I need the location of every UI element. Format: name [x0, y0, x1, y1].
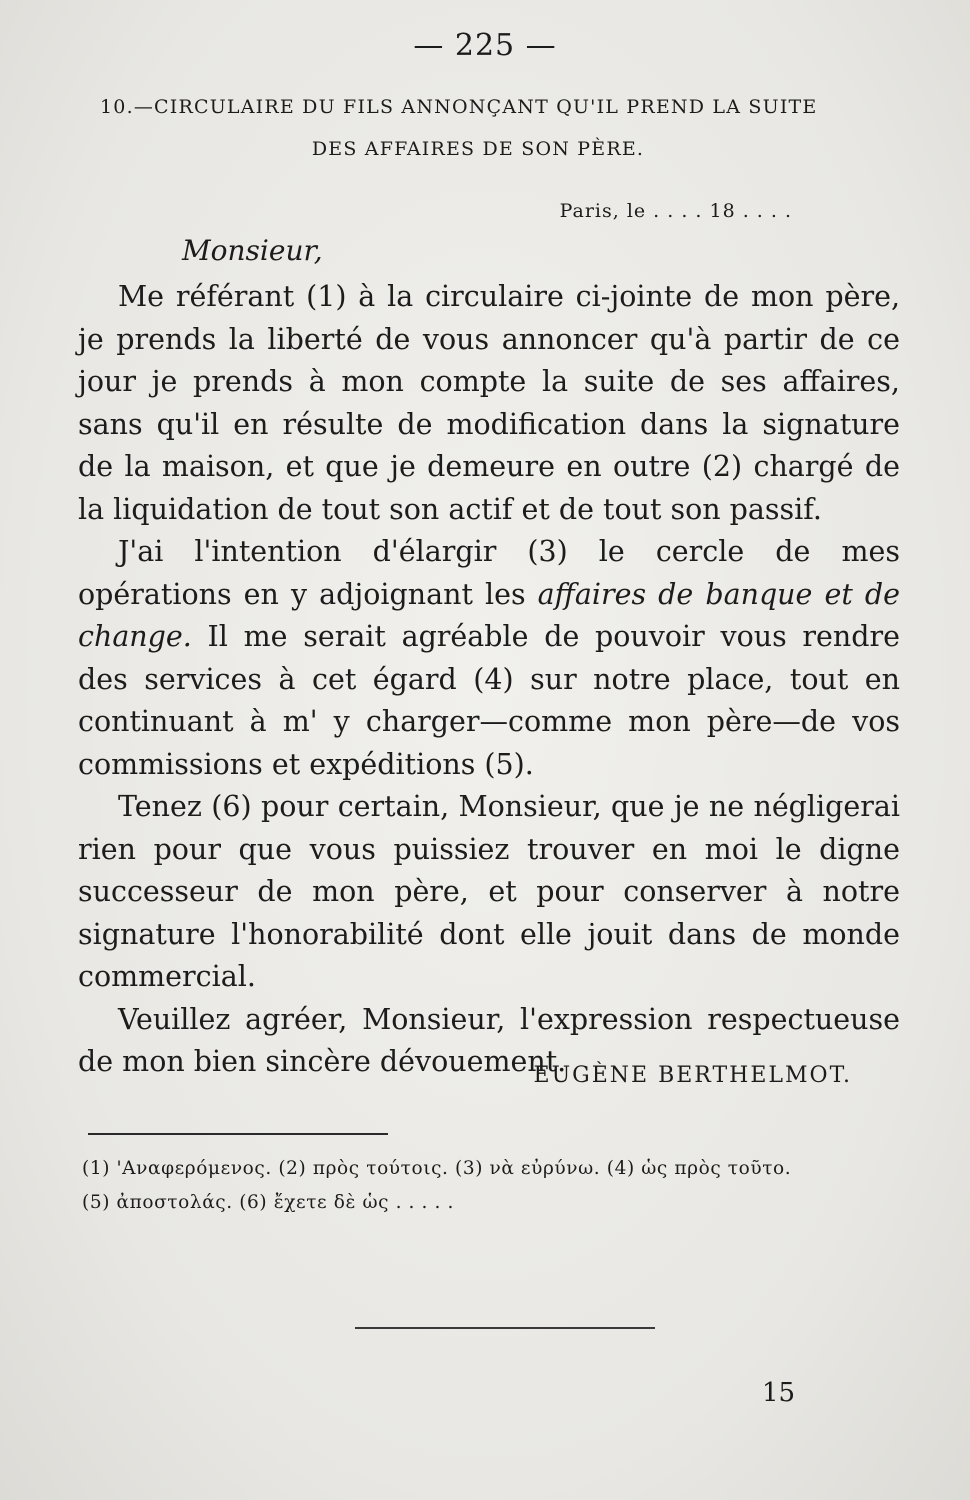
signature: EUGÈNE BERTHELMOT. — [533, 1063, 852, 1088]
footnotes — [82, 1152, 912, 1220]
sheet-number: 15 — [762, 1378, 796, 1408]
end-divider — [355, 1327, 655, 1329]
paragraph-2-text-b: Il me serait agréable de pouvoir vous rendre des services à cet égard (4) sur notre place, tout en continuant à m' y charger—comme mon père—de vos commissions et expéditions (5). — [78, 620, 900, 781]
footnote-line-2: (5) ἀποστολάς. (6) ἔχετε δὲ ὡς . . . . . — [82, 1192, 454, 1213]
paragraph-2-italic: affaires de banque et de change. — [78, 577, 900, 653]
dateline: Paris, le . . . . 18 . . . . — [559, 200, 792, 222]
footnote-divider — [88, 1133, 388, 1135]
paragraph-1: Me référant (1) à la circulaire ci-jointe de mon père, je prends la liberté de vous annoncer qu'à partir de ce jour je prends à mon compte la suite de ses affaires, sans qu'il en résulte de modification dans la signature de la maison, et que je demeure en outre (2) chargé de la liquidation de tout son actif et de tout son passif. — [78, 280, 900, 526]
footnote-line-1: (1) 'Αναφερόμενος. (2) πρὸς τούτοις. (3) νὰ εὐρύνω. (4) ὡς πρὸς τοῦτο. — [82, 1158, 792, 1179]
salutation: Monsieur, — [182, 234, 323, 267]
heading-line-1: 10.—CIRCULAIRE DU FILS ANNONÇANT QU'IL PREND LA SUITE — [100, 96, 818, 118]
paragraph-2 — [78, 531, 900, 786]
letter-body — [78, 276, 900, 1084]
heading-line-2: DES AFFAIRES DE SON PÈRE. — [311, 138, 645, 160]
paragraph-3: Tenez (6) pour certain, Monsieur, que je ne négligerai rien pour que vous puissiez trouver en moi le digne successeur de mon père, et pour conserver à notre signature l'honorabilité dont elle jouit dans de monde commercial. — [78, 790, 900, 993]
paragraph-2-text-a: J'ai l'intention d'élargir (3) le cercle de mes opérations en y adjoignant les — [78, 535, 900, 611]
page-number: — 225 — — [413, 28, 557, 63]
paragraph-4: Veuillez agréer, Monsieur, l'expression respectueuse de mon bien sincère dévouement. — [78, 1002, 900, 1078]
section-heading — [100, 96, 870, 160]
